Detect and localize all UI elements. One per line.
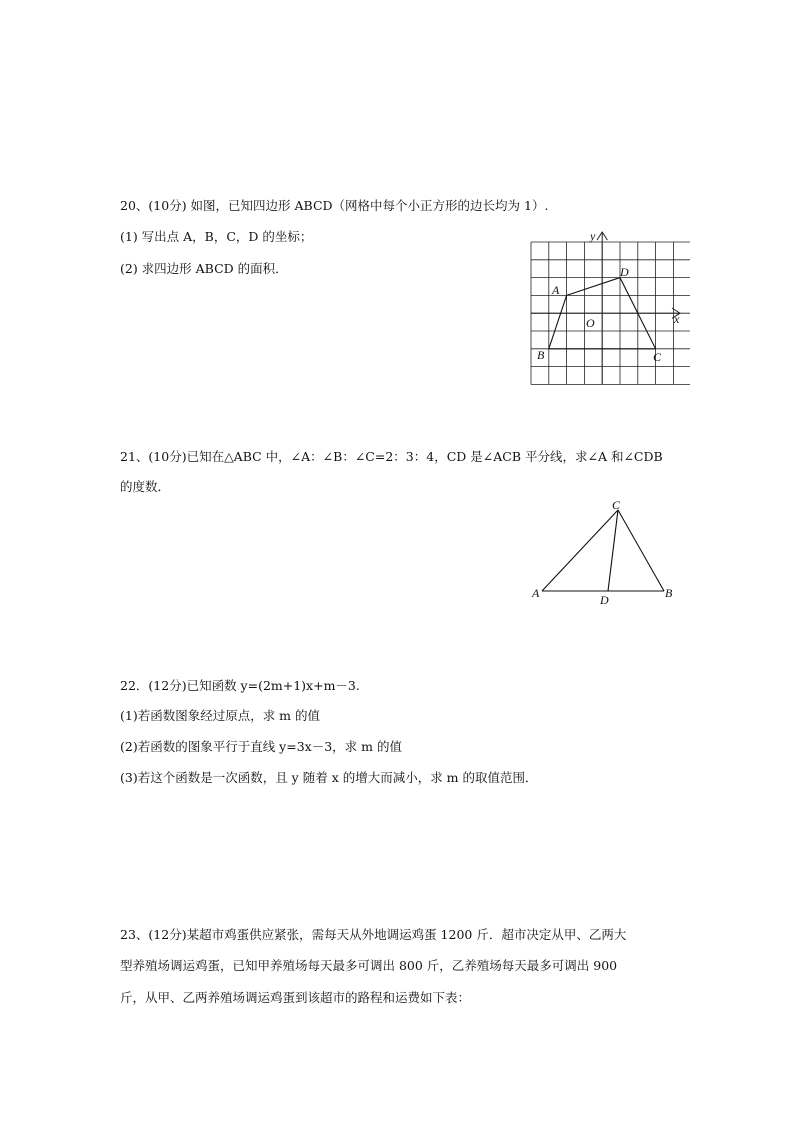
side-ac bbox=[542, 510, 618, 591]
q22-part3: (3)若这个函数是一次函数，且 y 随着 x 的增大而减小，求 m 的取值范围． bbox=[120, 770, 538, 785]
point-label-d: D bbox=[600, 593, 609, 607]
point-label-a: A bbox=[552, 283, 560, 297]
q20-part2: (2) 求四边形 ABCD 的面积． bbox=[120, 261, 288, 276]
point-label-b: B bbox=[537, 348, 545, 362]
q23-line2: 型养殖场调运鸡蛋，已知甲养殖场每天最多可调出 800 斤，乙养殖场每天最多可调出 900 bbox=[120, 958, 618, 973]
q21-line1: 21、(10分)已知在△ABC 中，∠A：∠B：∠C=2：3：4，CD 是∠ACB 平分线，求∠A 和∠CDB bbox=[120, 449, 663, 464]
vertex-label-a: A bbox=[532, 586, 540, 600]
q23-line1: 23、(12分)某超市鸡蛋供应紧张，需每天从外地调运鸡蛋 1200 斤．超市决定从甲、乙两大 bbox=[120, 927, 627, 942]
q22-stem: 22．(12分)已知函数 y=(2m+1)x+m－3. bbox=[120, 678, 360, 693]
q23-line3: 斤，从甲、乙两养殖场调运鸡蛋到该超市的路程和运费如下表： bbox=[120, 990, 471, 1005]
q22-part2: (2)若函数的图象平行于直线 y=3x－3，求 m 的值 bbox=[120, 739, 402, 754]
vertex-label-b: B bbox=[665, 586, 673, 600]
q20-part1: (1) 写出点 A，B，C，D 的坐标； bbox=[120, 229, 313, 244]
side-bc bbox=[618, 510, 664, 591]
segment-cd bbox=[608, 510, 618, 591]
q21-line2: 的度数． bbox=[120, 479, 171, 494]
origin-label: O bbox=[586, 316, 595, 330]
q21-triangle-figure bbox=[528, 498, 688, 608]
point-label-c: C bbox=[653, 350, 662, 364]
y-axis-label: y bbox=[590, 229, 596, 243]
point-label-d: D bbox=[620, 265, 629, 279]
x-axis-label: x bbox=[674, 312, 680, 326]
q20-stem: 20、(10分) 如图，已知四边形 ABCD（网格中每个小正方形的边长均为 1）. bbox=[120, 198, 549, 213]
q22-part1: (1)若函数图象经过原点，求 m 的值 bbox=[120, 708, 321, 723]
q20-coordinate-grid-figure bbox=[520, 226, 690, 388]
vertex-label-c: C bbox=[612, 498, 621, 512]
